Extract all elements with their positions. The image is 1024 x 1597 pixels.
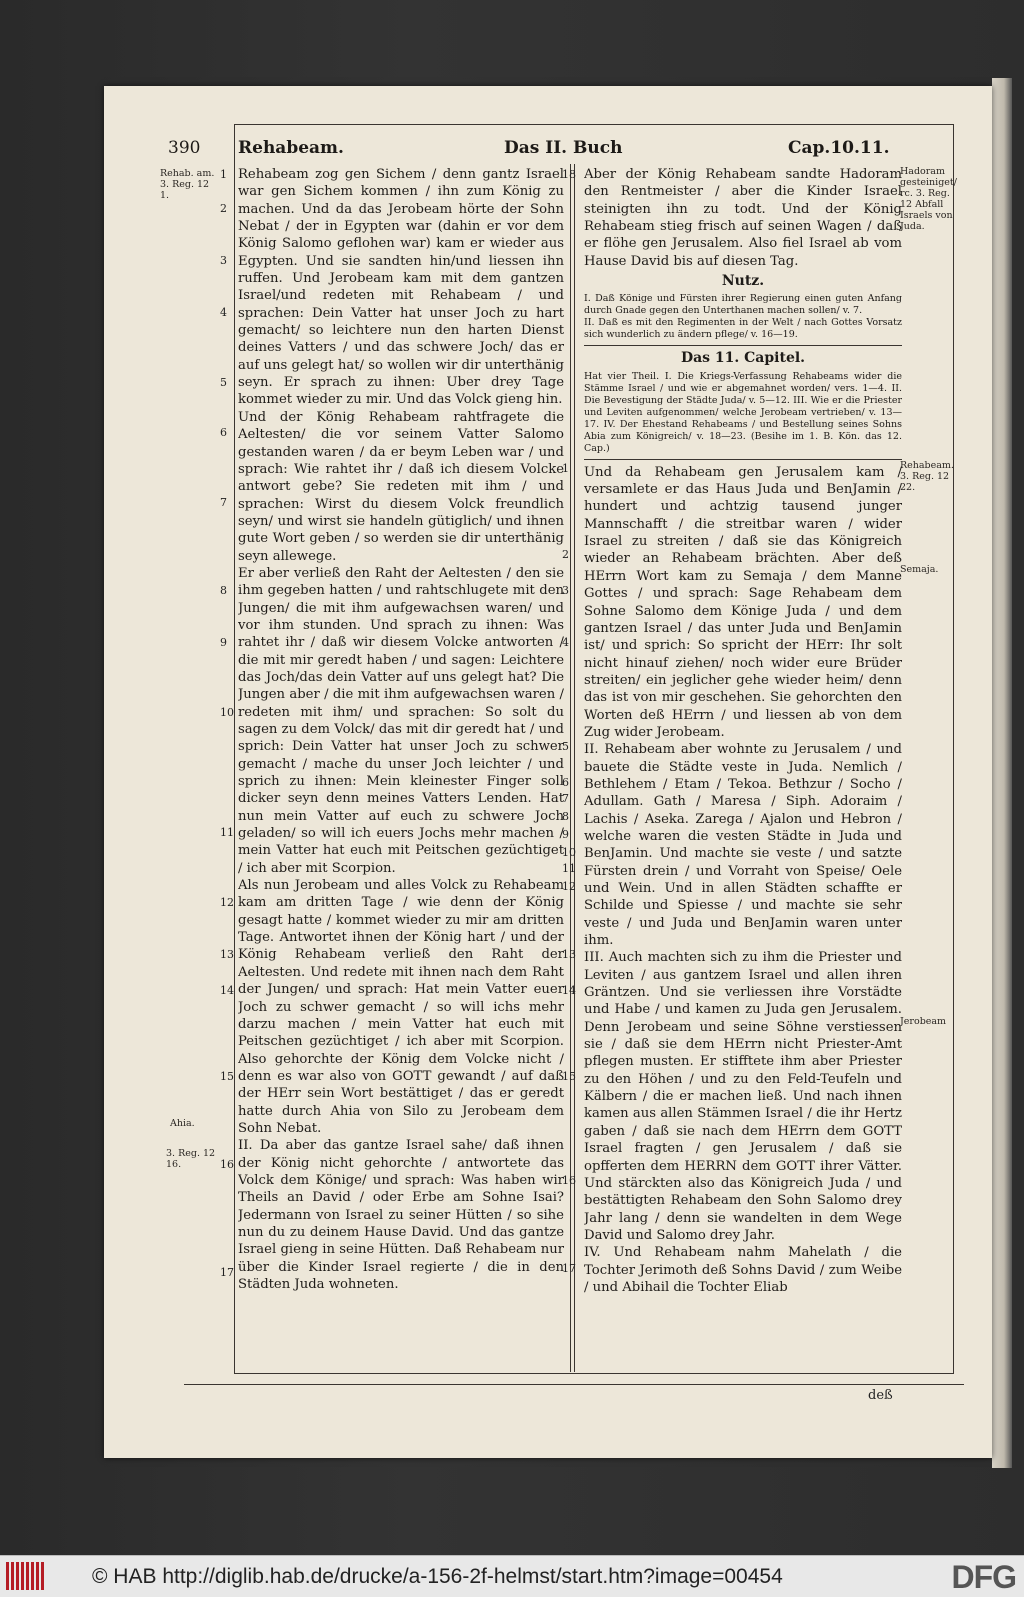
header-book-title: Das II. Buch (504, 138, 623, 158)
verse-numbers-left (220, 166, 234, 1366)
verse-number: 2 (220, 202, 227, 215)
footer-copyright-link[interactable]: © HAB http://diglib.hab.de/drucke/a-156-2f-helmst/start.htm?image=00454 (92, 1565, 783, 1588)
verse-number: 6 (220, 426, 227, 439)
paragraph: II. Rehabeam aber wohnte zu Jerusalem / und bauete die Städte veste in Juda. Nemlich / Bethlehem / Etam / Tekoa. Bethzur / Socho / Adullam. Gath / Maresa / Siph. Adoraim / Lachis / Aseka. Zarega / Ajalon und Hebron / welche waren die vesten Städte in Juda und BenJamin. Und machte sie veste / und satzte Fürsten drein / und Vorraht von Speise/ Oele und Wein. Und in allen Städten schaffte er Schilde und Spiesse / und machte sie sehr veste / und Juda und BenJamin waren unter ihm. (584, 742, 902, 949)
margin-note-jerobeam: Jerobeam (900, 1016, 947, 1027)
verse-number: 3 (562, 584, 569, 597)
nutz-heading: Nutz. (721, 273, 765, 290)
dfg-logo: DFG (951, 1559, 1016, 1595)
chapter-summary: Hat vier Theil. I. Die Kriegs-Verfassung Rehabeams wider die Stämme Israel / und wie er abgemahnet worden/ vers. 1—4. II. Die Bevestigung der Städte Juda/ v. 5—12. III. Wie er die Priester und Leviten aufgenommen/ welche Jerobeam vertrieben/ v. 13—17. IV. Der Ehestand Rehabeams / und Bestellung seines Sohns Abia zum Königreich/ v. 18—23. (Besihe im 1. B. Kön. das 12. Cap.) (584, 370, 902, 454)
verse-number: 15 (220, 1070, 234, 1083)
verse-number: 10 (562, 846, 576, 859)
verse-number: 8 (562, 810, 569, 823)
chapter-heading: Das 11. Capitel. (680, 350, 806, 367)
verse-number: 13 (562, 948, 576, 961)
nutz-item: II. Daß es mit den Regimenten in der Welt / nach Gottes Vorsatz sich wunderlich zu ändern pflege/ v. 16—19. (584, 317, 902, 341)
header-chapter: Cap.10.11. (788, 138, 890, 158)
paragraph: III. Auch machten sich zu ihm die Priester und Leviten / aus gantzem Israel und allen ihren Gräntzen. Und sie verliessen ihre Vorstädte und Habe / und kamen zu Juda gen Jerusalem. Denn Jerobeam und seine Söhne verstiessen sie / daß sie dem HErrn nicht Priester-Amt pflegen musten. Er stifftete ihm aber Priester zu den Höhen / und zu den Feld-Teufeln und Kälbern / die er machen ließ. Und nach ihnen kamen aus allen Stämmen Israel / die ihr Hertz gaben / daß sie nach dem HErrn dem GOTT Israel fragten / gen Jerusalem / daß sie opfferten dem HERRN dem GOTT ihrer Vätter. Und stärckten also das Königreich Juda / und bestättigten Rehabeam den Sohn Salomo drey Jahr lang / denn sie wandelten in dem Wege David und Salomo drey Jahr. (584, 950, 902, 1243)
verse-number: 9 (562, 828, 569, 841)
verse-number: 11 (562, 862, 576, 875)
verse-number: 3 (220, 254, 227, 267)
verse-numbers-mid (562, 166, 576, 1366)
margin-note-rehabeam-right: Rehabeam. 3. Reg. 12 22. (900, 460, 954, 493)
next-page-edge (992, 78, 1012, 1468)
right-text-column (584, 166, 902, 1368)
verse-number: 7 (220, 496, 227, 509)
verse-number: 1 (220, 168, 227, 181)
margin-note-hadoram: Hadoram gesteiniget/ rc. 3. Reg. 12 Abfall Israels von Juda. (900, 166, 957, 232)
verse-number: 9 (220, 636, 227, 649)
paragraph: Aber der König Rehabeam sandte Hadoram den Rentmeister / aber die Kinder Israel steinigten ihn zu todt. Und der König Rehabeam stieg frisch auf seinen Wagen / daß er flöhe gen Jerusalem. Also fiel Israel ab vom Hause David bis auf diesen Tag. (584, 167, 902, 269)
paragraph: Rehabeam zog gen Sichem / denn gantz Israel war gen Sichem kommen / ihn zum König zu machen. Und da das Jerobeam hörte der Sohn Nebat / der in Egypten war (dahin er vor dem König Salomo geflohen war) kam er wieder aus Egypten. Und sie sandten hin/und liessen ihn ruffen. Und Jerobeam kam mit dem gantzen Israel/und redeten mit Rehabeam / und sprachen: Dein Vatter hat unser Joch zu hart gemacht/ so leichtere nun den harten Dienst deines Vatters / und das schwere Joch/ das er auf uns gelegt hat/ so wollen wir dir unterthänig seyn. Er sprach zu ihnen: Uber drey Tage kommet wieder zu mir. Und das Volck gieng hin. (238, 167, 564, 408)
margin-note-reg: 3. Reg. 12 16. (166, 1148, 216, 1170)
left-text-column (238, 166, 564, 1368)
verse-number: 1 (562, 462, 569, 475)
verse-number: 6 (562, 776, 569, 789)
paragraph: Und der König Rehabeam rahtfragete die Aeltesten/ die vor seinem Vatter Salomo gestanden waren / da er beym Leben war / und sprach: Wie rahtet ihr / daß ich diesem Volcke antwort gebe? Sie redeten mit ihm / und sprachen: Wirst du diesem Volck freundlich seyn/ und wirst sie handeln gütiglich/ und ihnen gute Wort geben / so werden sie dir unterthänig seyn allewege. (238, 409, 564, 564)
verse-number: 17 (220, 1266, 234, 1279)
header-left-title: Rehabeam. (238, 138, 344, 158)
book-page (104, 86, 992, 1458)
verse-number: 4 (562, 636, 569, 649)
margin-note-rehabeam: Rehab. am. 3. Reg. 12 1. (160, 168, 215, 201)
verse-number: 15 (562, 1070, 576, 1083)
paragraph: IV. Und Rehabeam nahm Mahelath / die Tochter Jerimoth deß Sohns David / zum Weibe / und Abihail die Tochter Eliab (584, 1245, 902, 1295)
footer-bar (0, 1555, 1024, 1597)
paragraph: Als nun Jerobeam und alles Volck zu Rehabeam kam am dritten Tage / wie denn der König gesagt hatte / kommet wieder zu mir am dritten Tage. Antwortet ihnen der König hart / und der König Rehabeam verließ den Raht der Aeltesten. Und redete mit ihnen nach dem Raht der Jungen/ und sprach: Hat mein Vatter euer Joch zu schwer gemacht / so will ichs mehr darzu machen / mein Vatter hat euch mit Peitschen gezüchtiget / ich aber mit Scorpion. Also gehorchte der König dem Volcke nicht / denn es war also von GOTT gewandt / auf daß der HErr sein Wort bestättiget / das er geredt hatte durch Ahia von Silo zu Jerobeam dem Sohn Nebat. (238, 878, 564, 1136)
verse-number: 2 (562, 548, 569, 561)
verse-number: 7 (562, 792, 569, 805)
catchword: deß (868, 1388, 893, 1403)
section-rule (584, 459, 902, 460)
bottom-rule (184, 1384, 964, 1385)
verse-number: 12 (220, 896, 234, 909)
verse-number: 4 (220, 306, 227, 319)
verse-number: 14 (562, 984, 576, 997)
verse-number: 16 (562, 1174, 576, 1187)
verse-number: 17 (562, 1262, 576, 1275)
section-rule (584, 345, 902, 346)
nutz-item: I. Daß Könige und Fürsten ihrer Regierung einen guten Anfang durch Gnade gegen den Unterthanen machen sollen/ v. 7. (584, 293, 902, 317)
paragraph: II. Da aber das gantze Israel sahe/ daß ihnen der König nicht gehorchte / antwortete das Volck dem Könige/ und sprach: Was haben wir Theils an David / oder Erbe am Sohne Isai? Jedermann von Israel zu seiner Hütten / so sihe nun du zu deinem Hause David. Und das gantze Israel gieng in seine Hütten. Daß Rehabeam nur über die Kinder Israel regierte / die in den Städten Juda wohneten. (238, 1138, 564, 1292)
verse-number: 12 (562, 880, 576, 893)
verse-number: 10 (220, 706, 234, 719)
page-number: 390 (168, 138, 201, 158)
paragraph: Er aber verließ den Raht der Aeltesten / den sie ihm gegeben hatten / und rahtschlugete mit den Jungen/ die mit ihm aufgewachsen waren/ und vor ihm stunden. Und sprach zu ihnen: Was rahtet ihr / daß wir diesem Volcke antworten / die mit mir geredt haben / und sagen: Leichtere das Joch/das dein Vatter auf uns gelegt hat? Die Jungen aber / die mit ihm aufgewachsen waren / redeten mit ihm/ und sprachen: So solt du sagen zu dem Volck/ das mit dir geredt hat / und sprich: Dein Vatter hat unser Joch zu schwer gemacht / mache du unser Joch leichter / und sprich zu ihnen: Mein kleinester Finger soll dicker seyn denn meines Vatters Lenden. Hat nun mein Vatter auf euch zu schwere Joch geladen/ so will ich euers Jochs mehr machen / mein Vatter hat euch mit Peitschen gezüchtiget / ich aber mit Scorpion. (238, 565, 564, 876)
hab-logo-icon (6, 1562, 46, 1590)
verse-number: 14 (220, 984, 234, 997)
verse-number: 16 (220, 1158, 234, 1171)
verse-number: 11 (220, 826, 234, 839)
verse-number: 5 (562, 740, 569, 753)
margin-note-ahia: Ahia. (170, 1118, 195, 1129)
paragraph: Und da Rehabeam gen Jerusalem kam / versamlete er das Haus Juda und BenJamin / hundert und achtzig tausend junger Mannschafft / die streitbar waren / wider Israel zu streiten / daß sie das Königreich wieder an Rehabeam brächten. Aber deß HErrn Wort kam zu Semaja / dem Manne Gottes / und sprach: Sage Rehabeam dem Sohne Salomo dem Könige Juda / und dem gantzen Israel / das unter Juda und BenJamin ist/ und sprich: So spricht der HErr: Ihr solt nicht hinauf ziehen/ noch wider eure Brüder streiten/ ein jeglicher gehe wieder heim/ denn das ist von mir geschehen. Sie gehorchten den Worten deß HErrn / und liessen ab von dem Zug wider Jerobeam. (584, 464, 902, 740)
verse-number: 18 (562, 168, 576, 181)
verse-number: 8 (220, 584, 227, 597)
margin-note-semaja: Semaja. (900, 564, 939, 575)
verse-number: 5 (220, 376, 227, 389)
verse-number: 13 (220, 948, 234, 961)
